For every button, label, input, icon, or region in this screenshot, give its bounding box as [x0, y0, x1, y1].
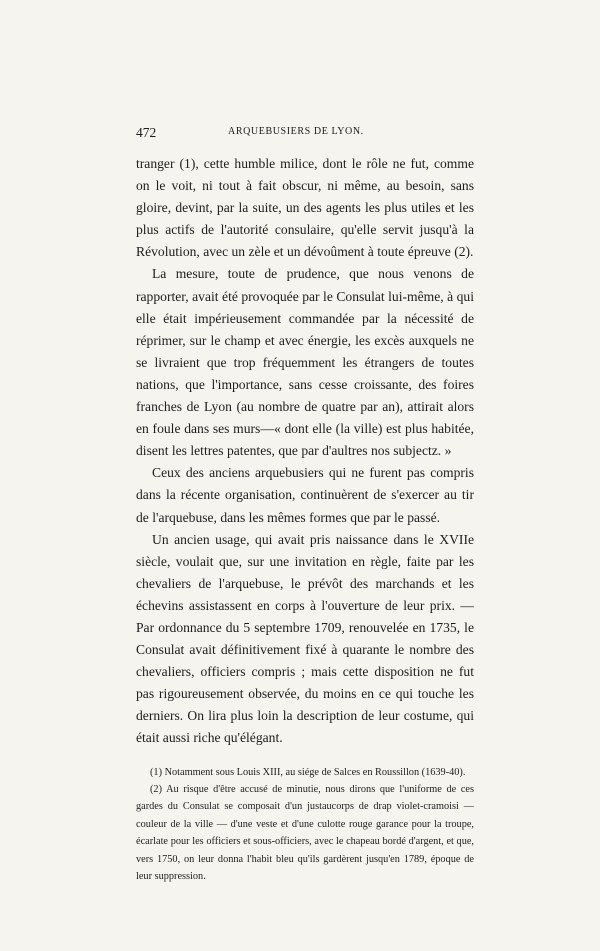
paragraph-4: Un ancien usage, qui avait pris naissance dans le XVIIe siècle, voulait que, sur une invitation en règle, faite par les chevaliers de l'arquebuse, le prévôt des marchands et les échevins assistassent en corps à l'ouverture de leur prix. — Par ordonnance du 5 septembre 1709, renouvelée en 1735, le Consulat avait définitivement fixé à quarante le nombre des chevaliers, officiers compris ; mais cette disposition ne fut pas rigoureusement observée, du moins en ce qui touche les derniers. On lira plus loin la description de leur costume, qui était aussi riche qu'élégant. — [136, 531, 474, 746]
footnote-1: (1) Notamment sous Louis XIII, au siége de Salces en Roussillon (1639-40). — [150, 766, 466, 778]
book-page — [136, 125, 474, 885]
running-title: ARQUEBUSIERS DE LYON. — [228, 126, 364, 137]
body-text — [136, 153, 474, 750]
page-number: 472 — [136, 125, 157, 140]
paragraph-1: tranger (1), cette humble milice, dont le rôle ne fut, comme on le voit, ni tout à fait obscur, ni même, au besoin, sans gloire, devint, par la suite, un des agents les plus utiles et les plus actifs de l'autorité consulaire, qu'elle servit jusqu'à la Révolution, avec un zèle et un dévoûment à toute épreuve (2). — [136, 156, 474, 260]
paragraph-3: Ceux des anciens arquebusiers qui ne furent pas compris dans la récente organisation, continuèrent de s'exercer au tir de l'arquebuse, dans les mêmes formes que par le passé. — [136, 465, 474, 525]
footnote-2: (2) Au risque d'être accusé de minutie, nous dirons que l'uniforme de ces gardes du Consulat se composait d'un justaucorps de drap violet-cramoisi — couleur de la ville — d'une veste et d'une culotte rouge garance pour la troupe, écarlate pour les officiers et sous-officiers, avec le chapeau bordé d'argent, et que, vers 1750, on leur donna l'habit bleu qu'ils gardèrent jusqu'en 1789, époque de leur suppression. — [136, 783, 474, 882]
paragraph-2: La mesure, toute de prudence, que nous venons de rapporter, avait été provoquée par le Consulat lui-même, à qui elle était impérieusement commandée par la nécessité de réprimer, sur le champ et avec énergie, les excès auxquels ne se livraient que trop fréquemment les étrangers de toutes nations, que l'importance, sans cesse croissante, des foires franches de Lyon (au nombre de quatre par an), attirait alors en foule dans ses murs—« dont elle (la ville) est plus habitée, disent les lettres patentes, que par d'aultres nos subjectz. » — [136, 266, 474, 459]
footnotes — [136, 764, 474, 886]
running-header — [136, 125, 474, 145]
